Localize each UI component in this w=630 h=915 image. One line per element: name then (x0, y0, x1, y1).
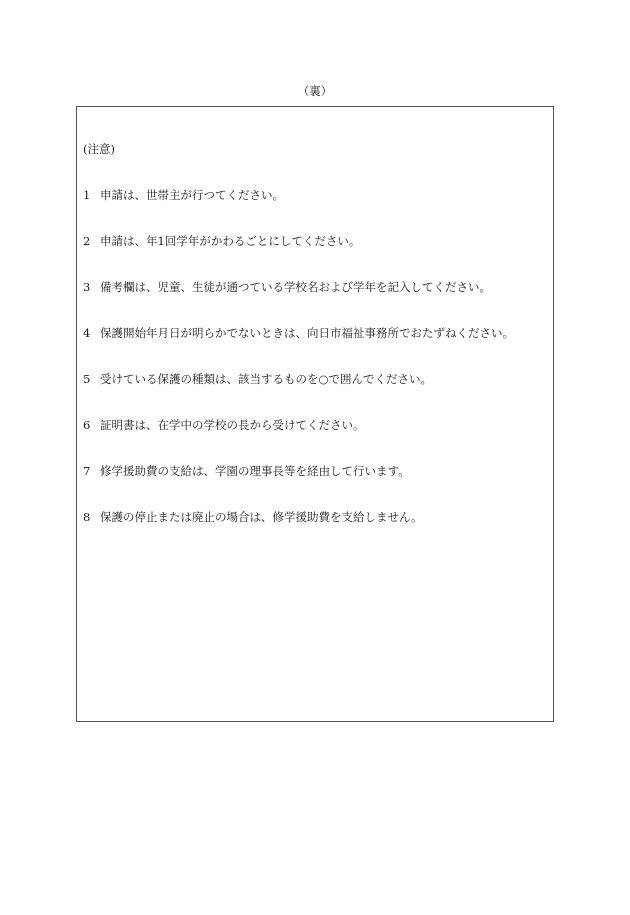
notice-item-text: 保護開始年月日が明らかでないときは、向日市福祉事務所でおたずねください。 (100, 326, 514, 340)
notice-item-8 (83, 510, 423, 524)
notice-item-text: 保護の停止または廃止の場合は、修学援助費を支給しません。 (100, 510, 423, 524)
notice-item-1 (83, 188, 284, 202)
notice-item-3 (83, 280, 491, 294)
notice-item-6 (83, 418, 365, 432)
page-side-label: （裏） (297, 84, 333, 98)
notice-item-text: 備考欄は、児童、生徒が通つている学校名および学年を記入してください。 (100, 280, 491, 294)
notice-heading: (注意) (83, 142, 115, 156)
notice-item-number: 6 (83, 418, 91, 432)
notice-box (76, 106, 554, 722)
notice-item-number: 3 (83, 280, 91, 294)
notice-item-number: 8 (83, 510, 91, 524)
notice-item-text: 修学援助費の支給は、学園の理事長等を経由して行います。 (100, 464, 410, 478)
notice-item-4 (83, 326, 514, 340)
notice-item-number: 5 (83, 372, 91, 386)
notice-item-7 (83, 464, 410, 478)
notice-item-number: 7 (83, 464, 91, 478)
notice-item-text: 申請は、世帯主が行つてください。 (100, 188, 284, 202)
notice-item-number: 4 (83, 326, 91, 340)
notice-item-text: 受けている保護の種類は、該当するものを○で囲んでください。 (100, 372, 433, 386)
notice-item-5 (83, 372, 432, 386)
notice-item-text: 証明書は、在学中の学校の長から受けてください。 (100, 418, 365, 432)
notice-item-2 (83, 234, 360, 248)
notice-item-text: 申請は、年1回学年がかわるごとにしてください。 (100, 234, 361, 248)
notice-item-number: 2 (83, 234, 91, 248)
notice-item-number: 1 (83, 188, 91, 202)
